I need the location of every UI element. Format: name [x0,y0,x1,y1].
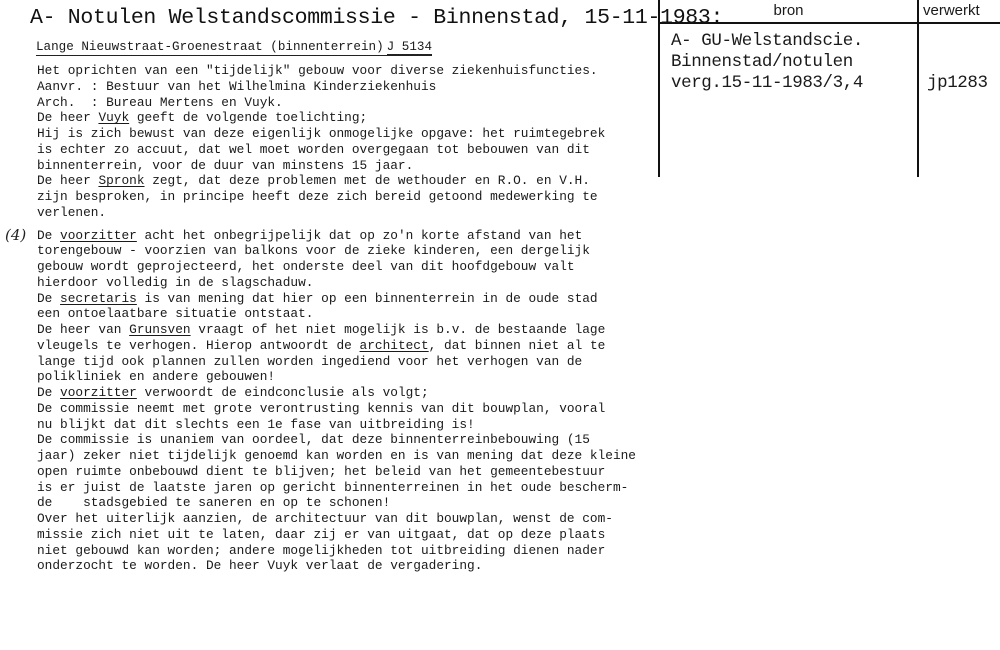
text-line: Het oprichten van een "tijdelijk" gebouw voor diverse ziekenhuisfuncties. [37,63,598,78]
source-reference [671,31,863,94]
text-line: de stadsgebied te saneren en op te schonen! [37,495,391,511]
agenda-subject [36,40,432,56]
subject-text: Lange Nieuwstraat-Groenestraat (binnenterrein) [36,40,384,54]
text-line: hierdoor volledig in de slagschaduw. [37,274,314,290]
text-fragment: verwoordt de eindconclusie als volgt; [136,385,429,400]
text-fragment: De heer [37,110,99,126]
column-header-source: bron [773,2,804,19]
text-line [37,110,657,126]
paragraph-gap [37,221,657,228]
text-fragment: De [37,227,61,243]
text-line [37,228,657,244]
underlined-role-voorzitter: voorzitter [60,227,137,243]
text-line: Aanvr. : Bestuur van het Wilhelmina Kinderziekenhuis [37,78,437,94]
text-line: jaar) zeker niet tijdelijk genoemd kan worden en is van mening dat deze kleine [37,448,636,463]
text-line: polikliniek en andere gebouwen! [37,369,276,385]
text-line: Hij is zich bewust van deze eigenlijk onmogelijke opgave: het ruimtegebrek [37,126,606,141]
text-fragment: vraagt of het niet mogelijk is b.v. de bestaande lage [190,322,606,337]
column-header-processed: verwerkt [923,2,980,19]
text-fragment: , dat binnen niet al te [428,337,606,353]
text-line: nu blijkt dat dit slechts een 1e fase van uitbreiding is! [37,416,475,432]
text-fragment: is van mening dat hier op een binnenterrein in de oude stad [136,290,598,306]
text-line: open ruimte onbebouwd dient te blijven; het beleid van het gemeentebestuur [37,463,606,479]
text-line: verlenen. [37,204,107,220]
underlined-name-spronk: Spronk [98,173,145,189]
text-line: torengebouw - voorzien van balkons voor de zieke kinderen, een dergelijk [37,243,590,259]
source-line: A- GU-Welstandscie. [671,31,863,51]
underlined-name-vuyk: Vuyk [98,110,130,126]
text-line: zijn besproken, in principe heeft deze zich bereid getoond medewerking te [37,189,598,204]
text-fragment: De heer [37,173,99,189]
underlined-role-secretaris: secretaris [60,290,137,306]
processed-code: jp1283 [927,73,988,93]
handwritten-margin-note: (4) [5,226,27,244]
text-fragment: vleugels te verhogen. Hierop antwoordt de [37,337,360,353]
text-line: Over het uiterlijk aanzien, de architectuur van dit bouwplan, wenst de com- [37,511,613,526]
text-fragment: zegt, dat deze problemen met de wethouder en R.O. en V.H. [144,173,590,189]
source-line: Binnenstad/notulen [671,52,853,72]
text-line: binnenterrein, voor de duur van minstens 15 jaar. [37,157,414,173]
text-line: lange tijd ook plannen zullen worden ingediend voor het verhogen van de [37,353,583,369]
text-fragment: geeft de volgende toelichting; [129,110,368,126]
table-divider-horizontal [660,22,1000,24]
text-line [37,322,657,338]
text-line: De commissie is unaniem van oordeel, dat deze binnenterreinbebouwing (15 [37,432,590,448]
text-line: onderzocht te worden. De heer Vuyk verlaat de vergadering. [37,558,483,574]
text-line: Arch. : Bureau Mertens en Vuyk. [37,94,283,110]
text-line: niet gebouwd kan worden; andere mogelijkheden tot uitbreiding dienen nader [37,542,606,558]
text-line [37,291,657,307]
text-line: gebouw wordt geprojecteerd, het onderste deel van dit hoofdgebouw valt [37,259,575,274]
document-title: A- Notulen Welstandscommissie - Binnenstad, 15-11-1983: [30,6,724,30]
minutes-body [37,63,657,574]
text-line: een ontoelaatbare situatie ontstaat. [37,306,314,322]
text-fragment: De [37,385,61,400]
text-line [37,338,657,354]
text-line [37,385,657,401]
text-line: is echter zo accuut, dat wel moet worden overgegaan tot bebouwen van dit [37,141,590,157]
underlined-name-grunsven: Grunsven [129,322,191,337]
source-line: verg.15-11-1983/3,4 [671,73,863,93]
text-line: missie zich niet uit te laten, daar zij er van uitgaat, dat op deze plaats [37,526,606,542]
underlined-role-voorzitter: voorzitter [60,385,137,400]
text-line: is er juist de laatste jaren op gericht binnenterreinen in het oude bescherm- [37,479,629,495]
text-line: De commissie neemt met grote verontrusting kennis van dit bouwplan, vooral [37,400,606,416]
underlined-role-architect: architect [359,337,429,353]
text-fragment: De heer van [37,322,130,337]
text-fragment: De [37,290,61,306]
text-fragment: acht het onbegrijpelijk dat op zo'n korte afstand van het [136,227,583,243]
text-line [37,173,657,189]
subject-file-code: J 5134 [386,40,433,54]
archive-reference-table [658,0,1000,177]
table-divider-vertical [917,0,919,177]
